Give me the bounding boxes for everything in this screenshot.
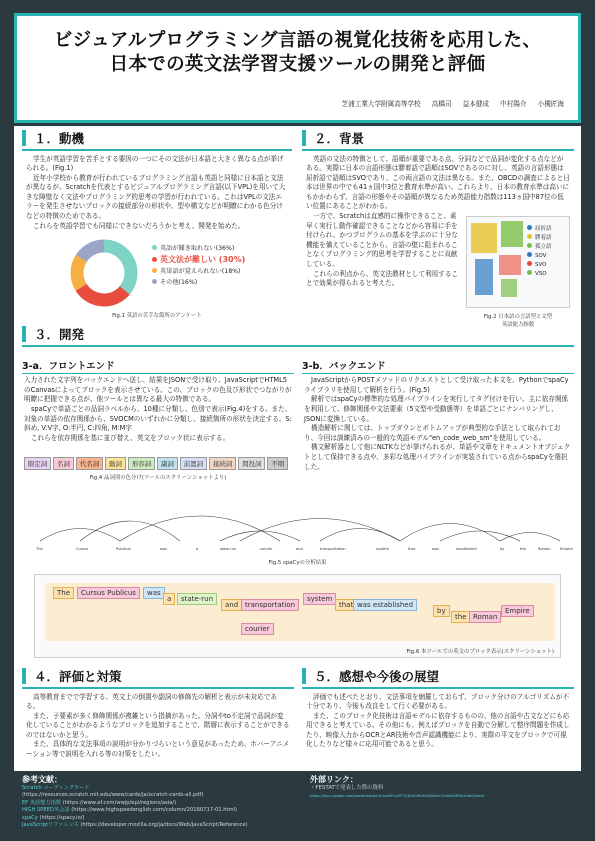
paragraph: これらの利点から、英文法教材として利用することで効果が得られると考えた。	[306, 269, 459, 288]
svg-text:Empire: Empire	[560, 547, 573, 551]
external-link-item: ・FESTATで発表した際の資料	[310, 785, 384, 791]
pos-tag: 代名詞	[76, 457, 103, 470]
pos-tag: 名詞	[53, 457, 74, 470]
subsection-heading: 3-b．バックエンド	[302, 361, 386, 372]
reference-url[interactable]: (https://resources.scratch.mit.edu/www/cards/ja/scratch-cards-all.pdf)	[22, 792, 204, 799]
section-heading: １．動機	[34, 131, 85, 146]
subsection-heading: 3-a．フロントエンド	[22, 361, 115, 372]
section-development	[22, 324, 574, 347]
poster-body	[14, 126, 581, 771]
author-school: 芝浦工業大学附属高等学校	[341, 100, 421, 108]
fig1	[22, 233, 292, 319]
block-word: Cursus Publicus	[77, 587, 140, 599]
svg-text:state-run: state-run	[220, 547, 237, 551]
section-heading: ５．感想や今後の展望	[314, 669, 440, 684]
reference-item[interactable]: spaCy (https://spacy.io/)	[22, 814, 85, 821]
reference-item[interactable]: HIGH SPEED英会話 (https://www.highspeedenglish.com/column/20160717-01.html)	[22, 807, 238, 814]
external-links-heading: 外部リンク：	[310, 775, 358, 784]
block-word: was established	[353, 599, 417, 611]
section-marker	[302, 668, 306, 684]
fig5-caption: Fig.5 spaCyの分析結果	[268, 560, 327, 566]
block-word: was	[143, 587, 165, 599]
section-marker	[22, 668, 26, 684]
author-2: 益本健成	[462, 100, 490, 108]
block-word: the	[451, 611, 471, 623]
legend-swatch	[152, 268, 157, 273]
block-word: state-run	[177, 593, 217, 605]
block-word: by	[433, 605, 450, 617]
pos-tag: 動詞	[105, 457, 126, 470]
svg-text:a: a	[196, 547, 199, 551]
author-3: 中村陽介	[500, 100, 527, 108]
fig4-pos-tags	[22, 451, 294, 470]
section-outlook	[302, 666, 574, 750]
author-4: 小槻匠海	[537, 100, 564, 108]
title-line-1: ビジュアルプログラミング言語の視覚化技術を応用した、	[53, 30, 542, 51]
legend-item: 英文法が難しい (30%)	[152, 254, 245, 266]
author-1: 高橋司	[431, 100, 452, 108]
paragraph: spaCyで単語ごとの品詞ラベルから、10種に分類し、色別で表示(Fig.4)をする。また、対象の単語の依存関係から、SVOCMのいずれかに分類し、接続箇所の形状を決定する。S:斜め, V:V字, O:半円, C:四角, M:M字	[24, 405, 292, 433]
svg-text:system: system	[376, 547, 389, 551]
section-heading: ３．開発	[34, 327, 85, 342]
paragraph: これらを依存関係を基に並び替え、英文をブロック状に表示する。	[31, 433, 230, 442]
paragraph: また、子要素が多く修飾関係が複雑という指摘があった。分詞やto不定詞で品詞が変化していることがわかるようなブロックを追加することで、階層に表示することができるのではないかと思う。	[26, 711, 290, 739]
block-word: system	[303, 593, 336, 605]
donut-legend	[152, 243, 245, 288]
dependency-arcs	[20, 486, 575, 558]
block-word: Empire	[501, 605, 534, 617]
legend-item: その他(16%)	[152, 277, 245, 288]
subsection-frontend	[22, 358, 294, 481]
svg-text:courier: courier	[260, 547, 273, 551]
paragraph: 構文解析器として他にNLTKなどが挙げられるが、単語や文章をドキュメントオブジェクトとして保持できる点や、多彩な処理パイプラインが実装されている点からspaCyを選択した。	[304, 443, 571, 471]
paragraph: JavaScriptからPOSTメソッドのリクエストとして受け取った本文を、PythonでspaCyライブラリを使用して解析を行う。(Fig.5)	[304, 376, 569, 394]
fig6-block-display	[34, 574, 561, 658]
poster-header	[14, 13, 581, 123]
paragraph: 高等教育までで学習する、英文上の倒置や副詞の修飾先の解析と表示が未対応である。	[26, 692, 277, 711]
paragraph: また、このブロック化技術は言語モデルに依存するものの、他の言語や古文などにも応用できると考えている。その他にも、例えばブロックを自動で分解して整序問題を作成したり、映像入力からOCRとAR技術や音声認識機能により、実際の平文をブロックで可視化したりなど様々に応用可能であると思う。	[306, 711, 570, 749]
pos-tag: 不明	[267, 457, 288, 470]
title-line-2: 日本での英文法学習支援ツールの開発と評価	[109, 54, 486, 75]
block-word: courier	[241, 623, 274, 635]
section-heading: ４．評価と対策	[34, 669, 122, 684]
svg-text:The: The	[36, 547, 43, 551]
svg-text:the: the	[520, 547, 526, 551]
section-background	[302, 128, 574, 334]
legend-item: 英単語が覚えられない(18%)	[152, 266, 245, 277]
subsection-backend	[302, 358, 574, 472]
legend-item: 英語が聞き取れない(36%)	[152, 243, 245, 254]
svg-text:and: and	[296, 547, 303, 551]
svg-text:Publicus: Publicus	[116, 547, 131, 551]
svg-text:was: was	[160, 547, 168, 551]
fig2-world-map	[466, 216, 570, 308]
pos-tag: 限定詞	[24, 457, 51, 470]
pos-tag: 接続詞	[209, 457, 236, 470]
fig1-caption: Fig.1 英語の苦手な箇所のアンケート	[112, 313, 202, 320]
paragraph: 英語の文法の特徴として、語順が重要である点、分詞などで品詞が変化する点などがある。実際に日本の言語形態は膠着語で語順はSOVであるのに対し、英語の言語形態は屈折語で語順はSVOであり、この両言語の文法は異なる。また、OBCDの調査によると日本は世界の中でも41ヵ国中3位と教育水準が高い。これらより、日本の教育水準は高いにもかかわらず、言語の形態やその語順が異なるため英語能力指数は113ヵ国中87位の低い位置にあることがわかる。	[306, 154, 570, 211]
paragraph: 近年小学校から教育が行われているプログラミング言語も英語と同様に日本語と文法が異なるが、Scratchを代表とするビジュアルプログラミング言語(以下VPL)を用いて大きな障壁なく文法やプログラミング的思考の学習が行われている。これはVPLの文法エラーを発生させないブロックの接続部分の形状や、型や構文などが明瞭にわかる色分けなどの特徴のためである。	[26, 173, 286, 221]
svg-text:by: by	[500, 547, 505, 551]
block-word: and	[221, 599, 242, 611]
svg-text:Roman: Roman	[538, 547, 551, 551]
block-word: Roman	[469, 611, 501, 623]
reference-item: Scratch コーディングカード	[22, 785, 90, 791]
reference-item[interactable]: EF 英語能力指数 (https://www.ef.com/wwjp/epi/regions/asia/)	[22, 799, 177, 806]
svg-text:was: was	[432, 547, 440, 551]
paragraph: 学生が英語学習を苦手とする要因の一つにその文法が日本語と大きく異なる点が挙げられる。(Fig.1)	[26, 154, 284, 173]
paragraph: 構造解析に関しては、トップダウンとボトムアップが典型的な手法として取られており、今回は訓練済みの一般的な英語モデル"en_code_web_sm"を使用している。	[304, 424, 561, 442]
fig5-dependency-parse	[20, 486, 575, 568]
section-heading: ２．背景	[314, 131, 365, 146]
section-motivation	[22, 128, 292, 319]
world-map-graphic	[467, 217, 569, 307]
section-marker	[302, 130, 306, 146]
reference-item[interactable]: JavaScriptリファレンス (https://developer.mozilla.org/ja/docs/Web/JavaScript/Reference)	[22, 822, 248, 829]
block-word: a	[163, 593, 175, 605]
svg-text:transportation: transportation	[320, 547, 346, 551]
section-rule	[22, 345, 574, 347]
section-marker	[22, 326, 26, 342]
authors	[333, 98, 564, 108]
pos-tag: 副詞	[157, 457, 178, 470]
block-word: The	[53, 587, 74, 599]
references	[22, 774, 302, 829]
legend-swatch	[152, 257, 157, 262]
external-links	[310, 774, 578, 800]
legend-swatch	[152, 279, 157, 284]
references-heading: 参考文献：	[22, 775, 62, 784]
paragraph: 解析ではspaCyの標準的な処理パイプラインを実行してタグ付けを行い、主に依存関係を利用して、修飾関係や文法要素（5文型や受動態等）を単語ごとにナンバリングし、JSONに変換している。	[304, 395, 569, 423]
svg-text:established: established	[456, 547, 477, 551]
footer	[14, 772, 581, 834]
block-word: that	[335, 599, 357, 611]
poster-title	[17, 29, 578, 77]
donut-chart	[64, 235, 144, 311]
paragraph: また、具体的な文法事項の説明が分かりづらいという意見があったため、ホバーアニメーション等で説明を入れる等の対策をしたい。	[26, 740, 290, 759]
paragraph: これらを英語学習でも同様にできないだろうかと考え、開発を始めた。	[33, 221, 245, 230]
legend-swatch	[152, 245, 157, 250]
paragraph: 一方で、Scratchは直感的に操作できること、素早く実行し動作確認できることなどから容易に手を付けられ、かつプログラムの基本を学ぶのに十分な機能を備えていることから、言語の壁に阻まれることなくプログラミング的思考を学習することに貢献している。	[306, 212, 458, 269]
pos-tag: 間投詞	[238, 457, 265, 470]
map-legend: 屈折語 膠着語 孤立語 SOV SVO VSO	[527, 225, 552, 279]
external-link-url[interactable]: https://docs.google.com/presentation/d/1ezHFcu8F7Q3HsOWx8aFqWkrz7eaXwLMNIa5ctbOs/edit	[310, 793, 484, 798]
pos-tag: 前置詞	[180, 457, 207, 470]
svg-text:that: that	[408, 547, 416, 551]
paragraph: 評価でも述べたとおり、文法事項を網羅しておらず、ブロック分けのアルゴリズムが不十分であり、今後も改良をして行く必要がある。	[306, 692, 570, 711]
paragraph: 入力された文字列をバックエンドへ送し、結果をJSONで受け取り、JavaScriptでHTML5のCanvasによってブロックを表示させている。この、ブロックの色及び形状でつながりが明瞭に把握できる点が、他ツールとは異なる最大の特徴である。	[24, 376, 292, 404]
section-evaluation	[22, 666, 294, 760]
fig2-caption: Fig.2 日本語の言語型と文型 英語能力指数	[483, 314, 553, 329]
fig6-caption: Fig.6 本ツールでの英文のブロック表示(スクリーンショット)	[406, 649, 554, 655]
svg-text:Cursus: Cursus	[76, 547, 89, 551]
section-marker	[22, 130, 26, 146]
fig4-caption: Fig.4 品詞別の色分け(ツールのスクリーンショットより)	[89, 475, 227, 482]
block-word: transportation	[241, 599, 299, 611]
pos-tag: 形容詞	[128, 457, 155, 470]
